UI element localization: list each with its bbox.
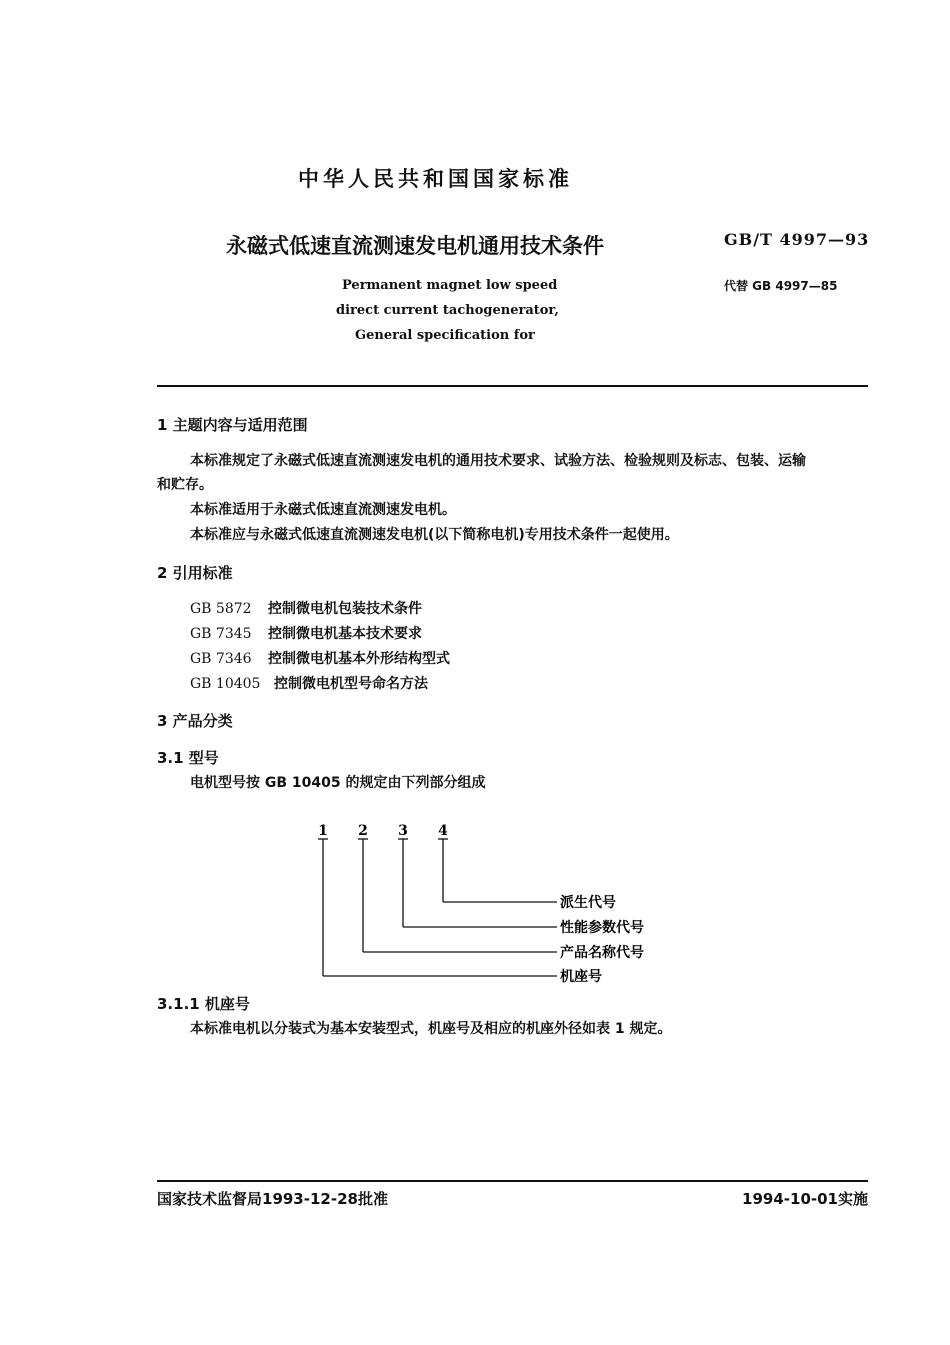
title-en-line-3: General specification for [355, 328, 535, 343]
section-3-1-1-text: 本标准电机以分装式为基本安装型式，机座号及相应的机座外径如表 1 规定。 [190, 1021, 672, 1037]
section-1-para-3: 本标准应与永磁式低速直流测速发电机(以下简称电机)专用技术条件一起使用。 [190, 527, 679, 543]
title-cn: 永磁式低速直流测速发电机通用技术条件 [226, 234, 604, 258]
reference-title: 控制微电机包装技术条件 [268, 601, 422, 617]
section-1-para-1-line-1: 本标准规定了永磁式低速直流测速发电机的通用技术要求、试验方法、检验规则及标志、包装、运输 [190, 453, 806, 469]
reference-item [190, 648, 450, 668]
national-standard-heading: 中华人民共和国国家标准 [298, 167, 573, 191]
diagram-number-4: 4 [438, 823, 448, 839]
section-1-para-1-line-2: 和贮存。 [157, 477, 213, 493]
model-naming-diagram [310, 818, 670, 990]
reference-code: GB 7346 [190, 651, 252, 667]
reference-item [190, 598, 422, 618]
section-3-heading: 3 产品分类 [157, 712, 233, 730]
title-en-line-1: Permanent magnet low speed [342, 278, 558, 293]
section-3-1-text: 电机型号按 GB 10405 的规定由下列部分组成 [190, 775, 486, 791]
reference-title: 控制微电机基本技术要求 [268, 626, 422, 642]
reference-title: 控制微电机型号命名方法 [274, 676, 428, 692]
section-1-heading: 1 主题内容与适用范围 [157, 416, 308, 434]
standard-code: GB/T 4997—93 [724, 230, 870, 249]
diagram-label-product-name-code: 产品名称代号 [560, 945, 644, 961]
reference-item [190, 623, 422, 643]
reference-code: GB 10405 [190, 676, 261, 692]
reference-code: GB 5872 [190, 601, 252, 617]
diagram-number-1: 1 [318, 823, 328, 839]
diagram-label-derivative-code: 派生代号 [560, 895, 616, 911]
section-3-1-1-heading: 3.1.1 机座号 [157, 995, 250, 1013]
reference-title: 控制微电机基本外形结构型式 [268, 651, 450, 667]
diagram-label-frame-number: 机座号 [560, 969, 602, 985]
diagram-label-performance-code: 性能参数代号 [560, 920, 644, 936]
diagram-number-2: 2 [358, 823, 368, 839]
replaces-note: 代替 GB 4997—85 [724, 279, 838, 293]
reference-code: GB 7345 [190, 626, 252, 642]
section-3-1-heading: 3.1 型号 [157, 749, 219, 767]
section-2-heading: 2 引用标准 [157, 564, 233, 582]
effective-date: 1994-10-01实施 [742, 1190, 868, 1208]
header-rule [157, 385, 868, 387]
title-en-line-2: direct current tachogenerator, [336, 303, 559, 318]
approval-note: 国家技术监督局1993-12-28批准 [157, 1190, 388, 1208]
diagram-number-3: 3 [398, 823, 408, 839]
footer-rule [157, 1180, 868, 1182]
reference-item [190, 673, 428, 693]
section-1-para-2: 本标准适用于永磁式低速直流测速发电机。 [190, 502, 456, 518]
